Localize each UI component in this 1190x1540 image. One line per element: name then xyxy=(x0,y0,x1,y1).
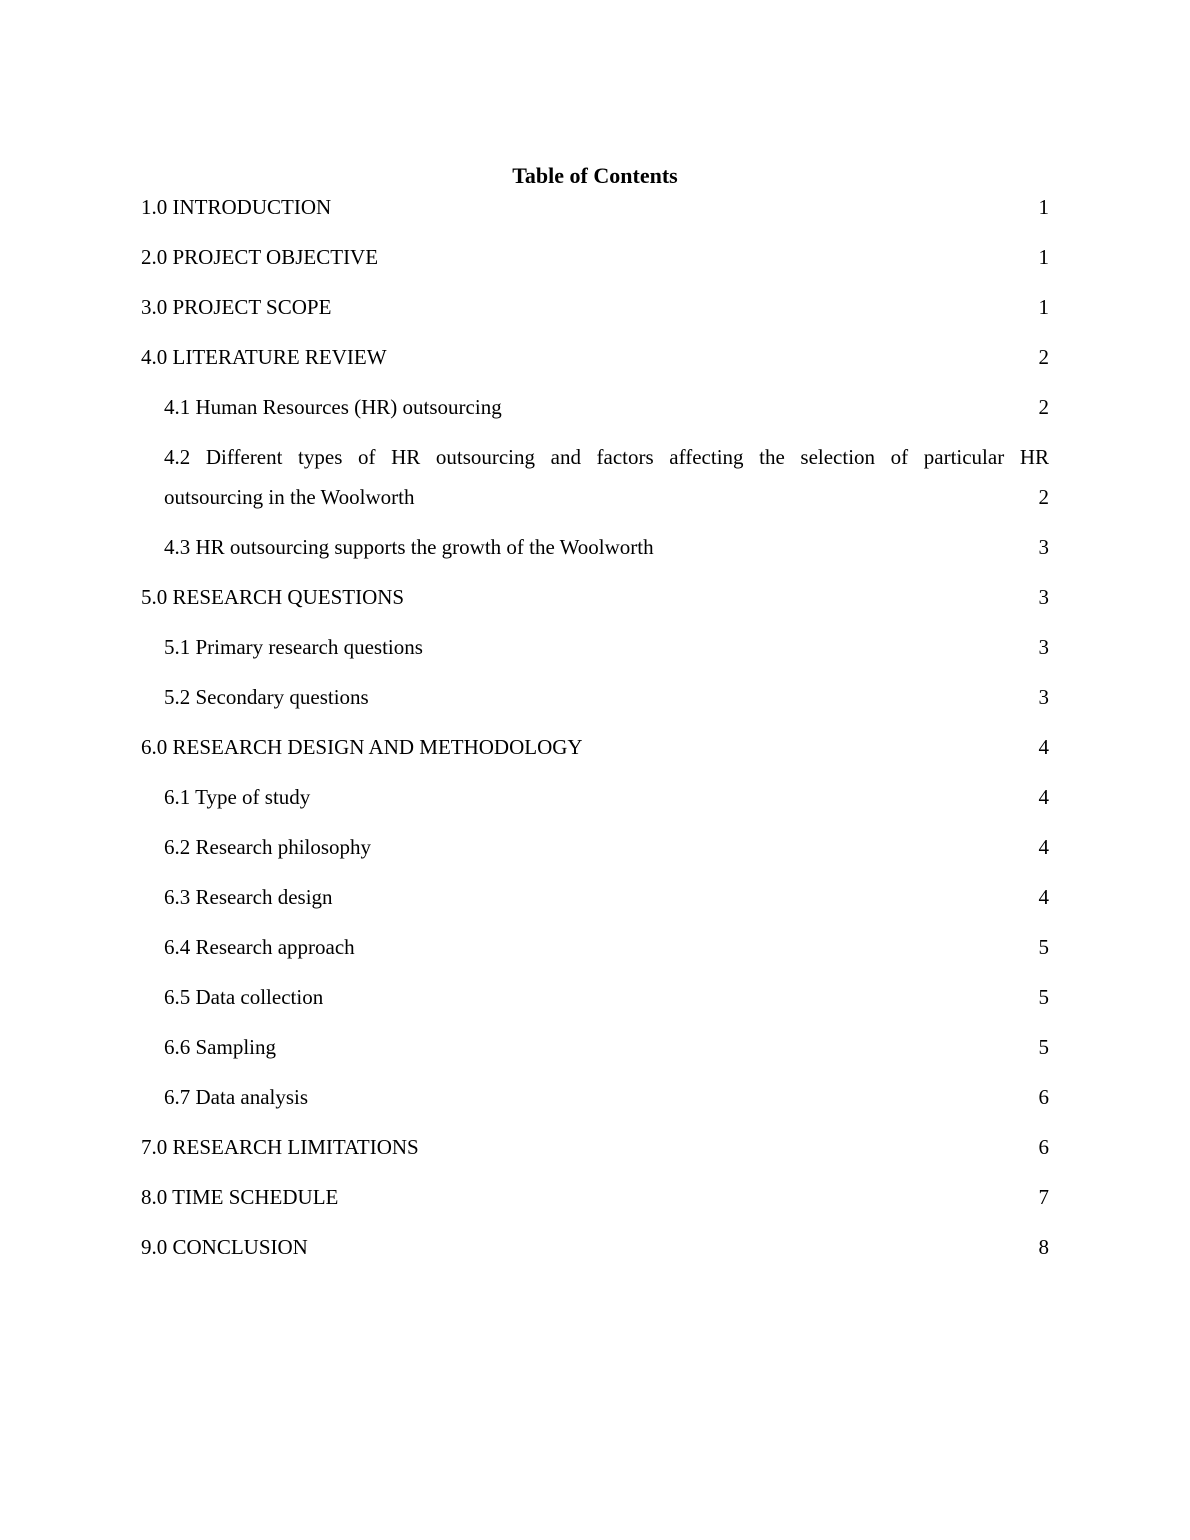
toc-entry[interactable] xyxy=(141,633,1049,683)
toc-entry[interactable] xyxy=(141,1033,1049,1083)
toc-entry[interactable] xyxy=(141,443,1049,533)
toc-entry[interactable] xyxy=(141,1133,1049,1183)
toc-title: Table of Contents xyxy=(512,163,678,188)
toc-page-number: 4 xyxy=(1038,735,1049,759)
toc-entry-text-line1: 4.2 Different types of HR outsourcing and factors affecting the selection of particular HR xyxy=(164,445,1049,469)
toc-entry-text: 6.3 Research design xyxy=(164,885,333,909)
toc-entry[interactable] xyxy=(141,983,1049,1033)
toc-entry-text: 6.5 Data collection xyxy=(164,985,324,1009)
toc-entry[interactable] xyxy=(141,243,1049,293)
toc-entry-text: 4.3 HR outsourcing supports the growth of the Woolworth xyxy=(164,535,654,559)
toc-entry[interactable] xyxy=(141,1233,1049,1283)
toc-entry[interactable] xyxy=(141,883,1049,933)
toc-page-number: 3 xyxy=(1038,535,1049,559)
toc-entry[interactable] xyxy=(141,583,1049,633)
toc-entry[interactable] xyxy=(141,193,1049,243)
toc-entry[interactable] xyxy=(141,293,1049,343)
toc-page-number: 2 xyxy=(1038,395,1049,419)
toc-entry[interactable] xyxy=(141,1183,1049,1233)
toc-entry[interactable] xyxy=(141,393,1049,443)
toc-entry-text: 2.0 PROJECT OBJECTIVE xyxy=(141,245,379,269)
toc-entry-text: 6.7 Data analysis xyxy=(164,1085,309,1109)
toc-entry[interactable] xyxy=(141,533,1049,583)
toc-page-number: 5 xyxy=(1038,985,1049,1009)
toc-page-number: 3 xyxy=(1038,585,1049,609)
toc-entry-text: 6.0 RESEARCH DESIGN AND METHODOLOGY xyxy=(141,735,583,759)
toc-entry[interactable] xyxy=(141,343,1049,393)
toc-entry[interactable] xyxy=(141,683,1049,733)
toc-entry[interactable] xyxy=(141,733,1049,783)
toc-entry-text: 5.0 RESEARCH QUESTIONS xyxy=(141,585,405,609)
toc-entry-text: 8.0 TIME SCHEDULE xyxy=(141,1185,339,1209)
toc-page-number: 5 xyxy=(1038,1035,1049,1059)
toc-entry-text: outsourcing in the Woolworth xyxy=(164,485,415,509)
toc-page-number: 4 xyxy=(1038,835,1049,859)
toc-entry-text: 1.0 INTRODUCTION xyxy=(141,195,332,219)
toc-entry-line2 xyxy=(164,483,1049,533)
toc-entry[interactable] xyxy=(141,833,1049,883)
toc-page-number: 8 xyxy=(1038,1235,1049,1259)
toc-entry-text: 6.1 Type of study xyxy=(164,785,311,809)
toc-entry-text: 6.6 Sampling xyxy=(164,1035,277,1059)
toc-entry-text: 7.0 RESEARCH LIMITATIONS xyxy=(141,1135,419,1159)
toc-page-number: 2 xyxy=(1038,345,1049,369)
toc-page-number: 1 xyxy=(1038,195,1049,219)
toc-page-number: 3 xyxy=(1038,635,1049,659)
toc-entry-text: 3.0 PROJECT SCOPE xyxy=(141,295,332,319)
toc-page-number: 2 xyxy=(1038,485,1049,509)
toc-page-number: 1 xyxy=(1038,245,1049,269)
toc-entry-text: 4.0 LITERATURE REVIEW xyxy=(141,345,387,369)
toc-page-number: 5 xyxy=(1038,935,1049,959)
toc-entry-text: 9.0 CONCLUSION xyxy=(141,1235,308,1259)
toc-entry[interactable] xyxy=(141,1083,1049,1133)
toc-entry-text: 4.1 Human Resources (HR) outsourcing xyxy=(164,395,502,419)
toc-entry[interactable] xyxy=(141,783,1049,833)
toc-page-number: 6 xyxy=(1038,1135,1049,1159)
toc-entry-text: 5.2 Secondary questions xyxy=(164,685,369,709)
toc-page-number: 1 xyxy=(1038,295,1049,319)
toc-page-number: 6 xyxy=(1038,1085,1049,1109)
toc-entry-text: 6.2 Research philosophy xyxy=(164,835,372,859)
toc-entry[interactable] xyxy=(141,933,1049,983)
toc-entry-text: 5.1 Primary research questions xyxy=(164,635,423,659)
toc-page-number: 4 xyxy=(1038,785,1049,809)
toc-page-number: 4 xyxy=(1038,885,1049,909)
toc-page-number: 3 xyxy=(1038,685,1049,709)
toc-entry-text: 6.4 Research approach xyxy=(164,935,355,959)
table-of-contents xyxy=(141,193,1049,1283)
toc-page-number: 7 xyxy=(1038,1185,1049,1209)
